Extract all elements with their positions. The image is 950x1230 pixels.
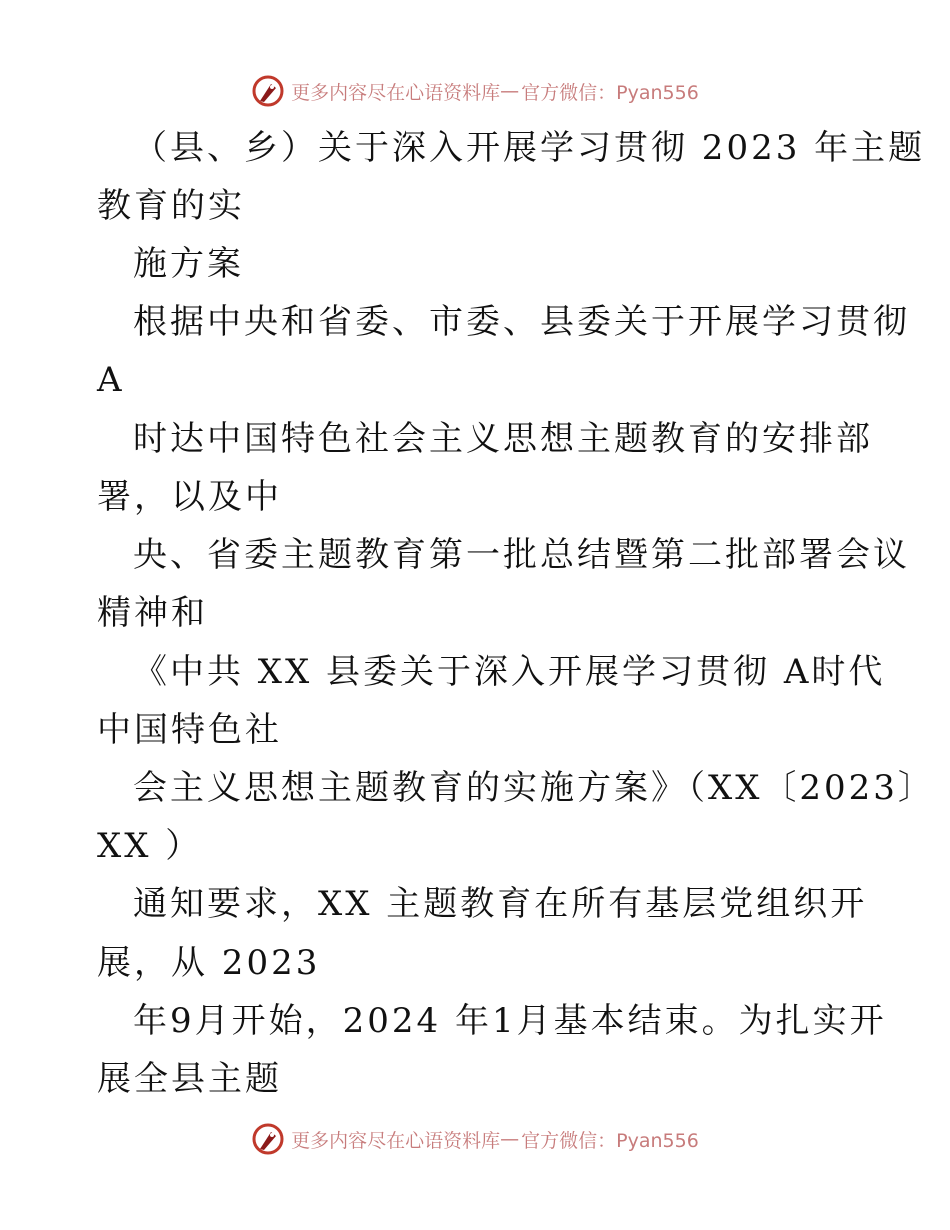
banner-site-text: 更多内容尽在心语资料库	[291, 1129, 501, 1152]
document-line: 年9月开始，2024 年1月基本结束。为扎实开	[133, 1001, 887, 1041]
document-line: 教育的实	[97, 186, 245, 226]
document-line: 通知要求，XX 主题教育在所有基层党组织开	[133, 884, 868, 924]
document-line: 央、省委主题教育第一批总结暨第二批部署会议	[133, 535, 910, 575]
document-line: 时达中国特色社会主义思想主题教育的安排部	[133, 419, 873, 459]
banner-site-text: 更多内容尽在心语资料库	[291, 81, 501, 104]
document-line: 施方案	[133, 244, 244, 284]
document-line: A	[97, 360, 125, 400]
document-line: 展，从 2023	[97, 943, 321, 983]
document-line: 《中共 XX 县委关于深入开展学习贯彻 A时代	[133, 652, 886, 692]
banner-separator: —	[500, 80, 520, 102]
document-line: 中国特色社	[97, 710, 282, 750]
document-line: XX ）	[97, 826, 203, 866]
pen-nib-circle-icon	[251, 1122, 285, 1156]
document-line: 精神和	[97, 593, 208, 633]
document-line: 根据中央和省委、市委、县委关于开展学习贯彻	[133, 302, 910, 342]
document-line: （县、乡）关于深入开展学习贯彻 2023 年主题	[133, 128, 926, 168]
document-line: 会主义思想主题教育的实施方案》（XX〔2023〕	[133, 768, 935, 808]
footer-watermark-banner	[0, 1119, 950, 1159]
banner-wechat-text: 官方微信：Pyan556	[521, 81, 699, 104]
banner-wechat-text: 官方微信：Pyan556	[521, 1129, 699, 1152]
banner-separator: —	[500, 1128, 520, 1150]
document-line: 展全县主题	[97, 1059, 282, 1099]
document-line: 署，以及中	[97, 477, 282, 517]
